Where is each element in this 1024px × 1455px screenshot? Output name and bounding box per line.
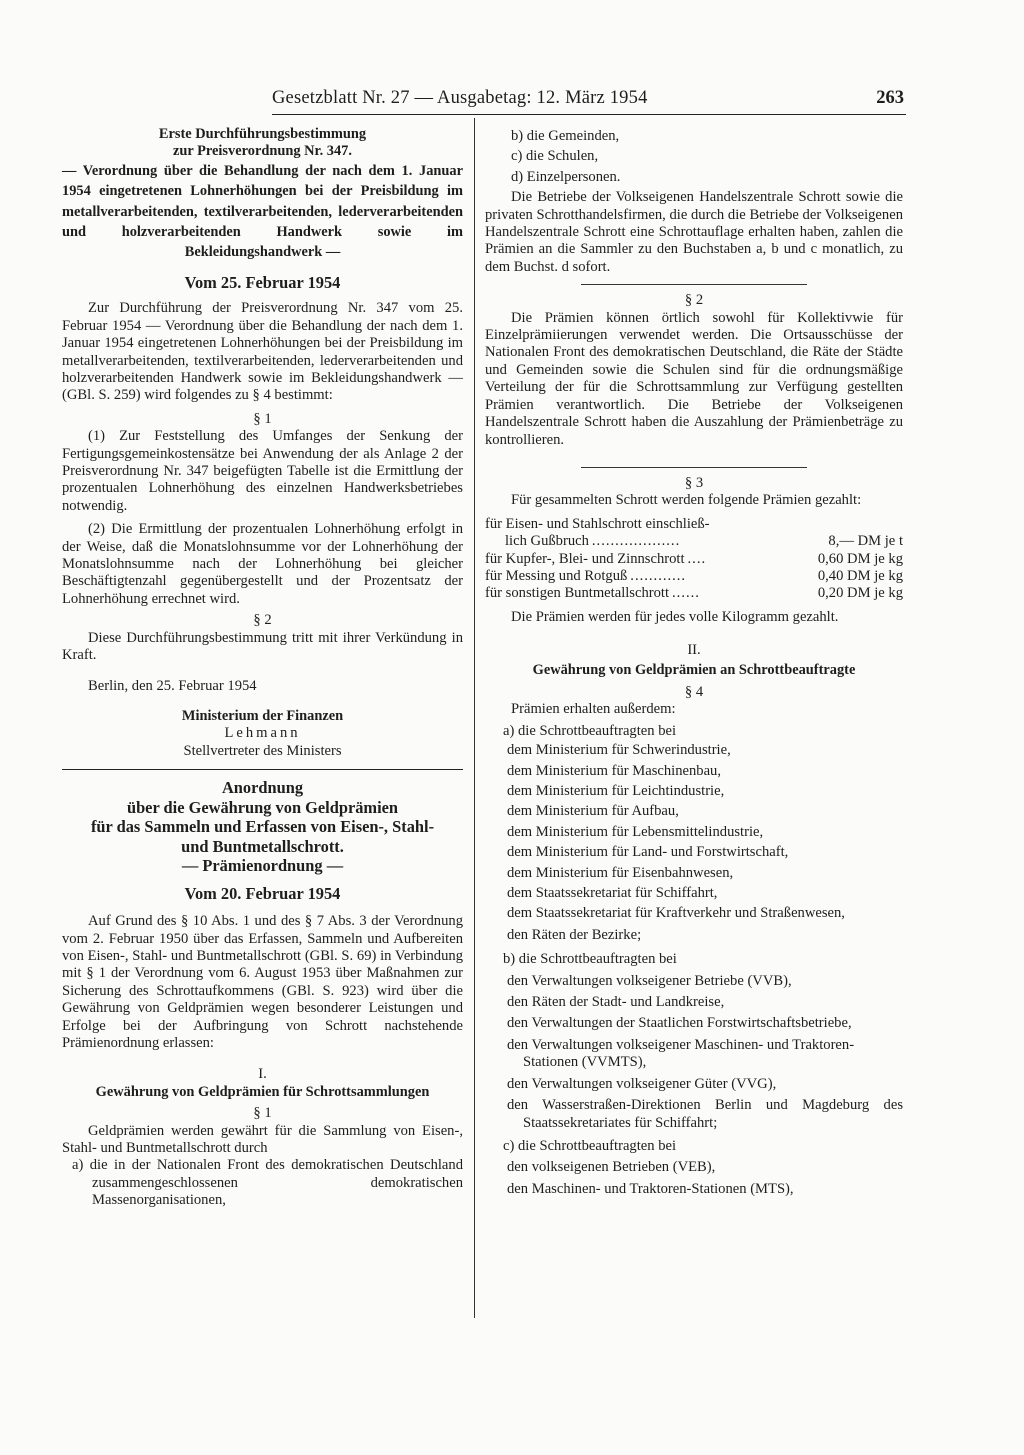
doc1-ministry: Ministerium der Finanzen [181,707,344,724]
right-column [485,126,903,1198]
price-row [485,568,903,585]
doc1-place-date: Berlin, den 25. Februar 1954 [88,678,257,695]
price-value: 0,60 DM je kg [817,550,903,567]
list-b [485,973,903,1132]
list-a-item: dem Staatssekretariat für Schiffahrt, [507,885,718,902]
list-b-head: b) die Schrottbeauftragten bei [503,951,677,968]
left-column [62,126,463,1210]
doc2-date: Vom 20. Februar 1954 [184,883,341,903]
list-a-item: dem Ministerium für Aufbau, [507,803,679,820]
item-c-schulen: c) die Schulen, [511,148,599,165]
doc1-intro: Zur Durchführung der Preisverordnung Nr. 347 vom 25. Februar 1954 — Verordnung über die Behandlung der nach dem 1. Januar 1954 eingetretenen Lohnerhöhungen bei der Preisbildung im metallverarbeitenden, textilverarbeitenden, lederverarbeitenden und holzverarbeitenden Handwerk sowie im Bekleidungshandwerk — (GBl. S. 259) wird folgendes zu § 4 bestimmt: [62,300,463,404]
doc2-intro: Auf Grund des § 10 Abs. 1 und des § 7 Abs. 3 der Verordnung vom 2. Februar 1950 über das Erfassen, Sammeln und Aufbereiten von Eisen-, Stahl- und Buntmetallschrott (GBl. S. 69) in Verbindung mit § 1 der Verordnung vom 6. August 1953 über Maßnahmen zur Sicherung des Schrottaufkommens (GBl. S. 923) wird über die Gewährung von Geldprämien wegen besonderer Leistungen und Erfolge bei der Aufbringung von Schrott nachstehende Prämienordnung erlassen: [62,913,463,1051]
list-b-item: den Verwaltungen volkseigener Maschinen- und Traktoren-Stationen (VVMTS), [507,1036,855,1071]
doc2-subtitle: — Prämienordnung — [181,856,344,876]
list-a-item: dem Ministerium für Land- und Forstwirtschaft, [507,844,789,861]
doc1-signer: Lehmann [224,725,301,742]
list-a-item: dem Ministerium für Lebensmittelindustrie, [507,823,764,840]
doc1-section-1-para-2: (2) Die Ermittlung der prozentualen Lohnerhöhung erfolgt in der Weise, daß die Monatslohnsumme vor der Lohnerhöhung der Monatslohnsumme nach der Lohnerhöhung bei gleicher Beschäftigtenzahl gegenübergestellt und der Prozentsatz der Lohnerhöhung errechnet wird. [62,521,463,607]
list-a-item: den Räten der Bezirke; [507,926,642,943]
list-a-head: a) die Schrottbeauftragten bei [503,722,677,739]
section-1-payment-para: Die Betriebe der Volkseigenen Handelszentrale Schrott sowie die privaten Schrotthandelsfirmen, die durch die Betriebe der Volkseigenen Handelszentrale Schrott eine Schrottauflage erhalten haben, zahlen die Prämien an die Sammler zu den Buchstaben a, b und c monatlich, zu dem Buchst. d sofort. [485,189,903,275]
doc2-section-1: § 1 [253,1105,272,1122]
header-rule [272,114,906,115]
section-2: § 2 [684,292,704,309]
doc1-date: Vom 25. Februar 1954 [184,272,341,292]
price-table [485,516,903,603]
price-leader: ............ [630,567,687,584]
price-value: 8,— DM je t [828,533,903,550]
doc2-section-1-para: Geldprämien werden gewährt für die Sammlung von Eisen-, Stahl- und Buntmetallschrott durch [62,1122,463,1156]
price-row [485,533,903,550]
price-row-first-line: für Eisen- und Stahlschrott einschließ- [485,515,710,532]
list-a-item: dem Ministerium für Eisenbahnwesen, [507,864,734,881]
section-2-para: Die Prämien können örtlich sowohl für Kollektivwie für Einzelprämiierungen verwendet werden. Die Ortsausschüsse der Nationalen Front des demokratischen Deutschland, die Räte der Städte und Gemeinden sowie die Schulen sind für die ordnungsmäßige Verteilung der für die Schrottsammlung zur Verfügung gestellten Prämien verantwortlich. Die Betriebe der Volkseigenen Handelszentrale Schrott haben die Auszahlung der Prämienbeträge zu kontrollieren. [485,309,903,448]
list-a-item: dem Ministerium für Schwerindustrie, [507,742,731,759]
price-label: für Kupfer-, Blei- und Zinnschrott [485,550,685,567]
list-a-item: dem Ministerium für Leichtindustrie, [507,783,725,799]
doc1-section-1: § 1 [253,410,272,427]
doc2-title-line4: und Buntmetallschrott. [181,836,344,856]
price-leader: ................... [591,533,681,550]
item-d-einzelpersonen: d) Einzelpersonen. [511,168,621,185]
doc1-subtitle: — Verordnung über die Behandlung der nach dem 1. Januar 1954 eingetretenen Lohnerhöhungen bei der Preisbildung im metallverarbeitenden, textilverarbeitenden, lederverarbeitenden und holzverarbeitenden Handwerk sowie im Bekleidungshandwerk — [62,162,463,261]
price-label: für Messing und Rotguß [485,567,628,584]
section-3-para: Für gesammelten Schrott werden folgende Prämien gezahlt: [511,492,862,509]
section-4: § 4 [684,683,704,700]
separator-short-2 [581,467,807,468]
list-b-item: den Wasserstraßen-Direktionen Berlin und Magdeburg des Staatssekretariates für Schiffahrt; [507,1097,903,1131]
page-number: 263 [876,88,904,108]
doc2-title-line1: Anordnung [221,778,304,798]
list-a-item: dem Staatssekretariat für Kraftverkehr und Straßenwesen, [507,905,845,922]
doc2-roman-1: I. [258,1066,267,1083]
price-label: lich Gußbruch [505,533,589,550]
header-title: Gesetzblatt Nr. 27 — Ausgabetag: 12. März 1954 [272,88,648,108]
doc1-title-line2: zur Preisverordnung Nr. 347. [173,143,352,160]
section-3-para-2: Die Prämien werden für jedes volle Kilogramm gezahlt. [511,608,839,625]
document-separator [62,769,463,770]
doc1-section-2: § 2 [253,612,272,629]
price-value: 0,40 DM je kg [817,567,903,584]
doc1-section-1-para-1: (1) Zur Feststellung des Umfanges der Senkung der Fertigungsgemeinkostensätze bei Anwendung der als Anlage 2 der Preisverordnung Nr. 347 beigefügten Tabelle ist die Ermittlung der prozentualen Lohnerhöhung des einzelnen Handwerksbetriebes notwendig. [62,428,463,514]
price-row [485,551,903,568]
doc1-section-2-para: Diese Durchführungsbestimmung tritt mit ihrer Verkündung in Kraft. [62,629,463,664]
section-3: § 3 [684,474,704,491]
column-divider [474,118,475,1318]
list-a [485,740,903,945]
doc2-section-1-item-a: a) die in der Nationalen Front des demokratischen Deutschland zusammengeschlossenen demokratischen Massenorganisationen, [72,1157,463,1209]
list-c-item: den volkseigenen Betrieben (VEB), [507,1159,716,1176]
roman-2: II. [687,642,701,659]
price-leader: ...... [672,585,700,602]
list-c [485,1159,903,1198]
doc2-title-line2: über die Gewährung von Geldprämien [126,797,399,817]
list-a-item: dem Ministerium für Maschinenbau, [507,762,721,779]
section-4-para: Prämien erhalten außerdem: [511,701,676,718]
list-c-item: den Maschinen- und Traktoren-Stationen (MTS), [507,1180,794,1197]
price-leader: .... [687,550,707,567]
item-b-gemeinden: b) die Gemeinden, [511,128,620,144]
list-b-item: den Verwaltungen volkseigener Betriebe (VVB), [507,972,792,989]
doc2-section-i-title: Gewährung von Geldprämien für Schrottsammlungen [95,1083,430,1100]
doc1-signer-title: Stellvertreter des Ministers [183,742,342,759]
section-ii-title: Gewährung von Geldprämien an Schrottbeauftragte [532,661,856,678]
price-label: für sonstigen Buntmetallschrott [485,585,670,602]
doc1-title-line1: Erste Durchführungsbestimmung [158,126,367,142]
list-b-item: den Räten der Stadt- und Landkreise, [507,994,725,1011]
price-row [485,585,903,602]
doc2-title-line3: für das Sammeln und Erfassen von Eisen-, Stahl- [90,817,435,837]
separator-short-1 [581,284,807,285]
page-header [272,82,904,112]
list-b-item: den Verwaltungen volkseigener Güter (VVG), [507,1075,777,1092]
price-value: 0,20 DM je kg [817,585,903,602]
list-b-item: den Verwaltungen der Staatlichen Forstwirtschaftsbetriebe, [507,1015,852,1032]
list-c-head: c) die Schrottbeauftragten bei [503,1137,677,1154]
